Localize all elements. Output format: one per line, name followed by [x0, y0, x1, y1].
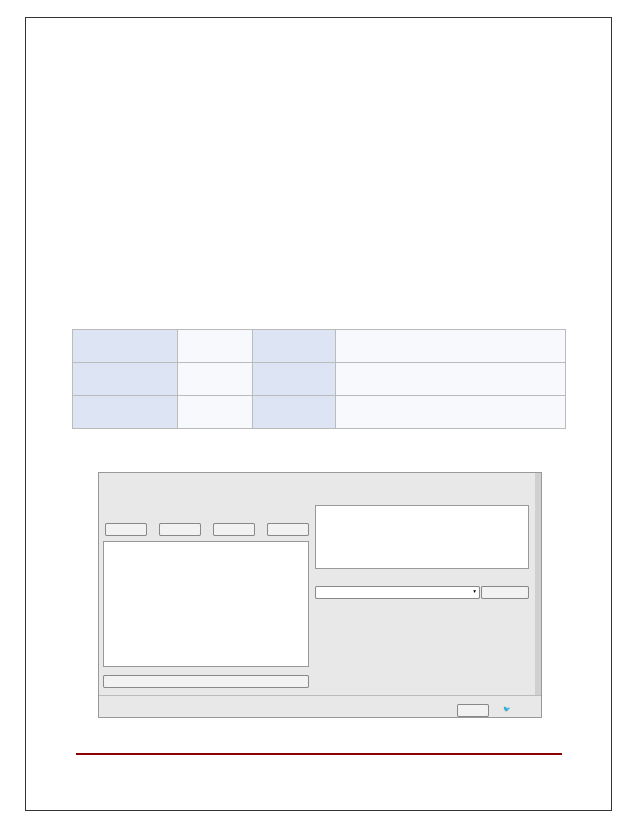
table-cell: [178, 363, 253, 396]
log-button[interactable]: [457, 704, 489, 717]
chevron-down-icon: ▾: [473, 589, 476, 595]
all-button[interactable]: [105, 523, 147, 536]
table-cell: [178, 330, 253, 363]
table-row: [73, 396, 566, 429]
weka-bird-icon: 🐦: [503, 707, 511, 713]
table-row: [73, 330, 566, 363]
table-cell: [253, 363, 336, 396]
table-cell: [178, 396, 253, 429]
table-cell: [73, 363, 178, 396]
attributes-table: [103, 541, 309, 667]
values-header: [316, 507, 528, 515]
dataset-info-table: [72, 329, 566, 429]
weka-window: [98, 472, 542, 718]
attributes-header: [104, 543, 308, 551]
table-row: [73, 363, 566, 396]
pattern-button[interactable]: [267, 523, 309, 536]
status-divider: [99, 695, 541, 696]
scrollbar[interactable]: [535, 473, 541, 695]
table-cell: [73, 330, 178, 363]
none-button[interactable]: [159, 523, 201, 536]
visualize-all-button[interactable]: [481, 586, 529, 599]
class-select[interactable]: [315, 586, 480, 599]
invert-button[interactable]: [213, 523, 255, 536]
histogram: [315, 603, 527, 695]
table-cell: [73, 396, 178, 429]
remove-button[interactable]: [103, 675, 309, 688]
table-cell: [253, 396, 336, 429]
table-cell: [336, 396, 566, 429]
footer-rule: [76, 753, 562, 755]
table-cell: [253, 330, 336, 363]
table-cell: [336, 330, 566, 363]
table-cell: [336, 363, 566, 396]
values-table: [315, 505, 529, 569]
